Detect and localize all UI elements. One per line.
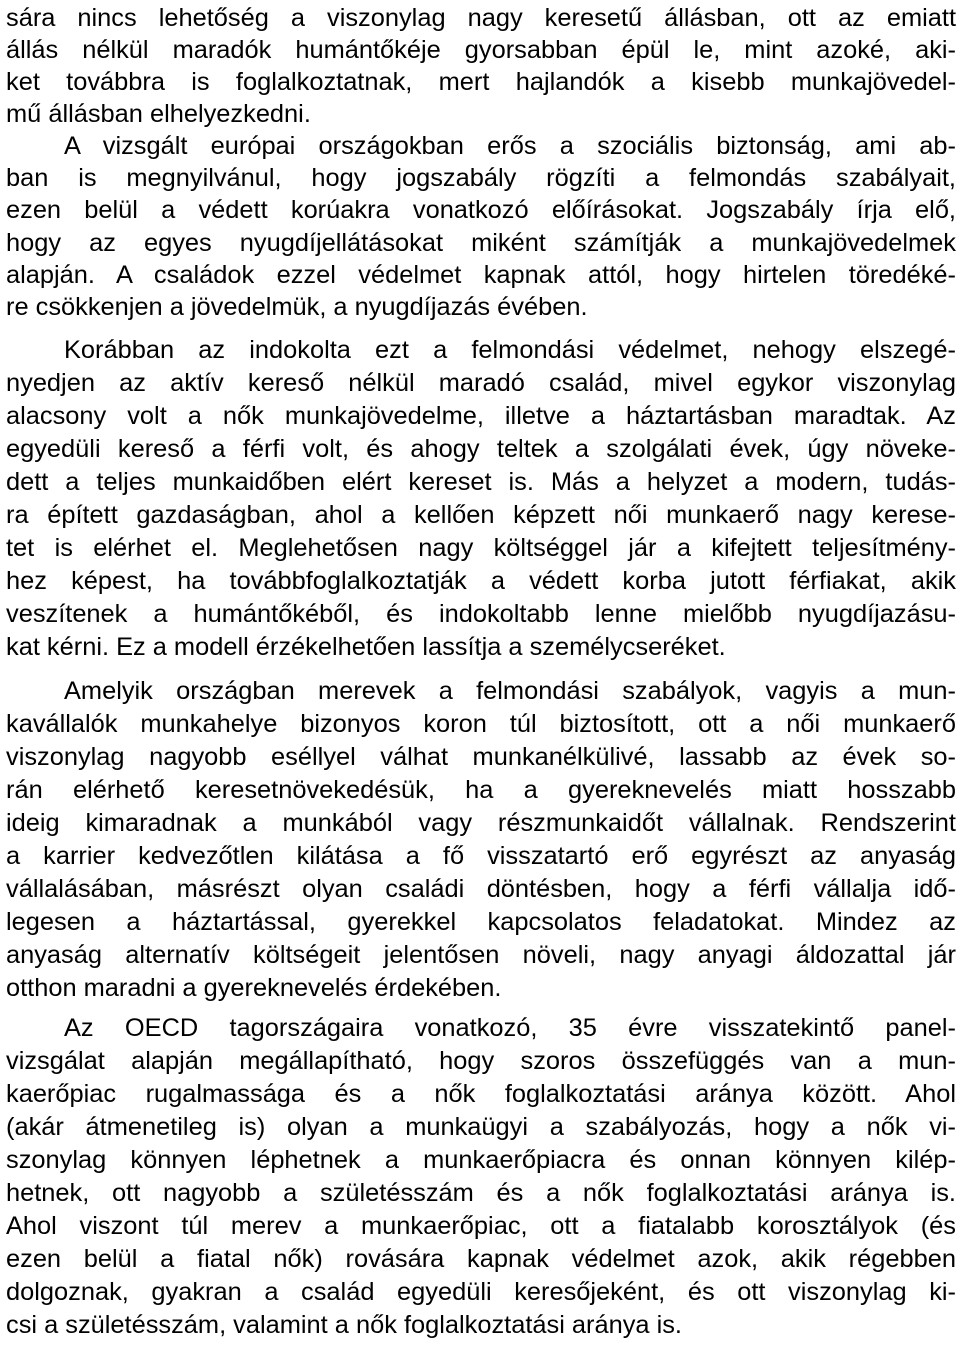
text-line: rán elérhető keresetnövekedésük, ha a gyereknevelés miatt hosszabb [6,776,956,804]
text-line: A vizsgált európai országokban erős a szociális biztonság, ami ab- [64,132,956,160]
text-line: Az OECD tagországaira vonatkozó, 35 évre visszatekintő panel- [64,1014,956,1042]
text-line: ra épített gazdaságban, ahol a kellően képzett női munkaerő nagy kerese- [6,501,956,529]
text-line: sára nincs lehetőség a viszonylag nagy keresetű állásban, ott az emiatt [6,4,956,32]
text-line: Amelyik országban merevek a felmondási szabályok, vagyis a mun- [64,677,956,705]
text-line: tet is elérhet el. Meglehetősen nagy költséggel jár a kifejtett teljesítmény- [6,534,956,562]
text-line: hetnek, ott nagyobb a születésszám és a nők foglalkoztatási aránya is. [6,1179,956,1207]
text-line: szonylag könnyen léphetnek a munkaerőpiacra és onnan könnyen kilép- [6,1146,956,1174]
text-line: alapján. A családok ezzel védelmet kapnak attól, hogy hirtelen töredéké- [6,261,956,289]
text-line: hogy az egyes nyugdíjellátásokat miként számítják a munkajövedelmek [6,229,956,257]
text-line: hez képest, ha továbbfoglalkoztatják a védett korba jutott férfiakat, akik [6,567,956,595]
text-line: vállalásában, másrészt olyan családi döntésben, hogy a férfi vállalja idő- [6,875,956,903]
text-line: csi a születésszám, valamint a nők foglalkoztatási aránya is. [6,1311,682,1339]
text-line: a karrier kedvezőtlen kilátása a fő visszatartó erő egyrészt az anyaság [6,842,956,870]
text-line: anyaság alternatív költségeit jelentősen növeli, nagy anyagi áldozattal jár [6,941,956,969]
text-line: legesen a háztartással, gyerekkel kapcsolatos feladatokat. Mindez az [6,908,956,936]
text-line: Ahol viszont túl merev a munkaerőpiac, ott a fiatalabb korosztályok (és [6,1212,956,1240]
text-line: dolgoznak, gyakran a család egyedüli keresőjeként, és ott viszonylag ki- [6,1278,956,1306]
text-line: nyedjen az aktív kereső nélkül maradó család, mivel egykor viszonylag [6,369,956,397]
text-line: Korábban az indokolta ezt a felmondási védelmet, nehogy elszegé- [64,336,956,364]
text-line: állás nélkül maradók humántőkéje gyorsabban épül le, mint azoké, aki- [6,36,956,64]
text-line: ket továbbra is foglalkoztatnak, mert hajlandók a kisebb munkajövedel- [6,68,956,96]
text-line: ideig kimaradnak a munkából vagy részmunkaidőt vállalnak. Rendszerint [6,809,956,837]
text-line: re csökkenjen a jövedelmük, a nyugdíjazás évében. [6,293,588,321]
text-line: alacsony volt a nők munkajövedelme, illetve a háztartásban maradtak. Az [6,402,956,430]
text-line: kavállalók munkahelye bizonyos koron túl biztosított, ott a női munkaerő [6,710,956,738]
text-line: mű állásban elhelyezkedni. [6,100,311,128]
text-line: egyedüli kereső a férfi volt, és ahogy teltek a szolgálati évek, úgy növeke- [6,435,956,463]
text-line: veszítenek a humántőkéből, és indokoltabb lenne mielőbb nyugdíjazásu- [6,600,956,628]
text-line: vizsgálat alapján megállapítható, hogy szoros összefüggés van a mun- [6,1047,956,1075]
text-line: kat kérni. Ez a modell érzékelhetően lassítja a személycseréket. [6,633,726,661]
text-line: kaerőpiac rugalmassága és a nők foglalkoztatási aránya között. Ahol [6,1080,956,1108]
text-line: otthon maradni a gyereknevelés érdekében. [6,974,502,1002]
text-line: viszonylag nagyobb eséllyel válhat munkanélkülivé, lassabb az évek so- [6,743,956,771]
text-line: ban is megnyilvánul, hogy jogszabály rögzíti a felmondás szabályait, [6,164,956,192]
text-line: dett a teljes munkaidőben elért kereset is. Más a helyzet a modern, tudás- [6,468,956,496]
text-line: (akár átmenetileg is) olyan a munkaügyi a szabályozás, hogy a nők vi- [6,1113,956,1141]
text-line: ezen belül a védett korúakra vonatkozó előírásokat. Jogszabály írja elő, [6,196,956,224]
text-line: ezen belül a fiatal nők) rovására kapnak védelmet azok, akik régebben [6,1245,956,1273]
